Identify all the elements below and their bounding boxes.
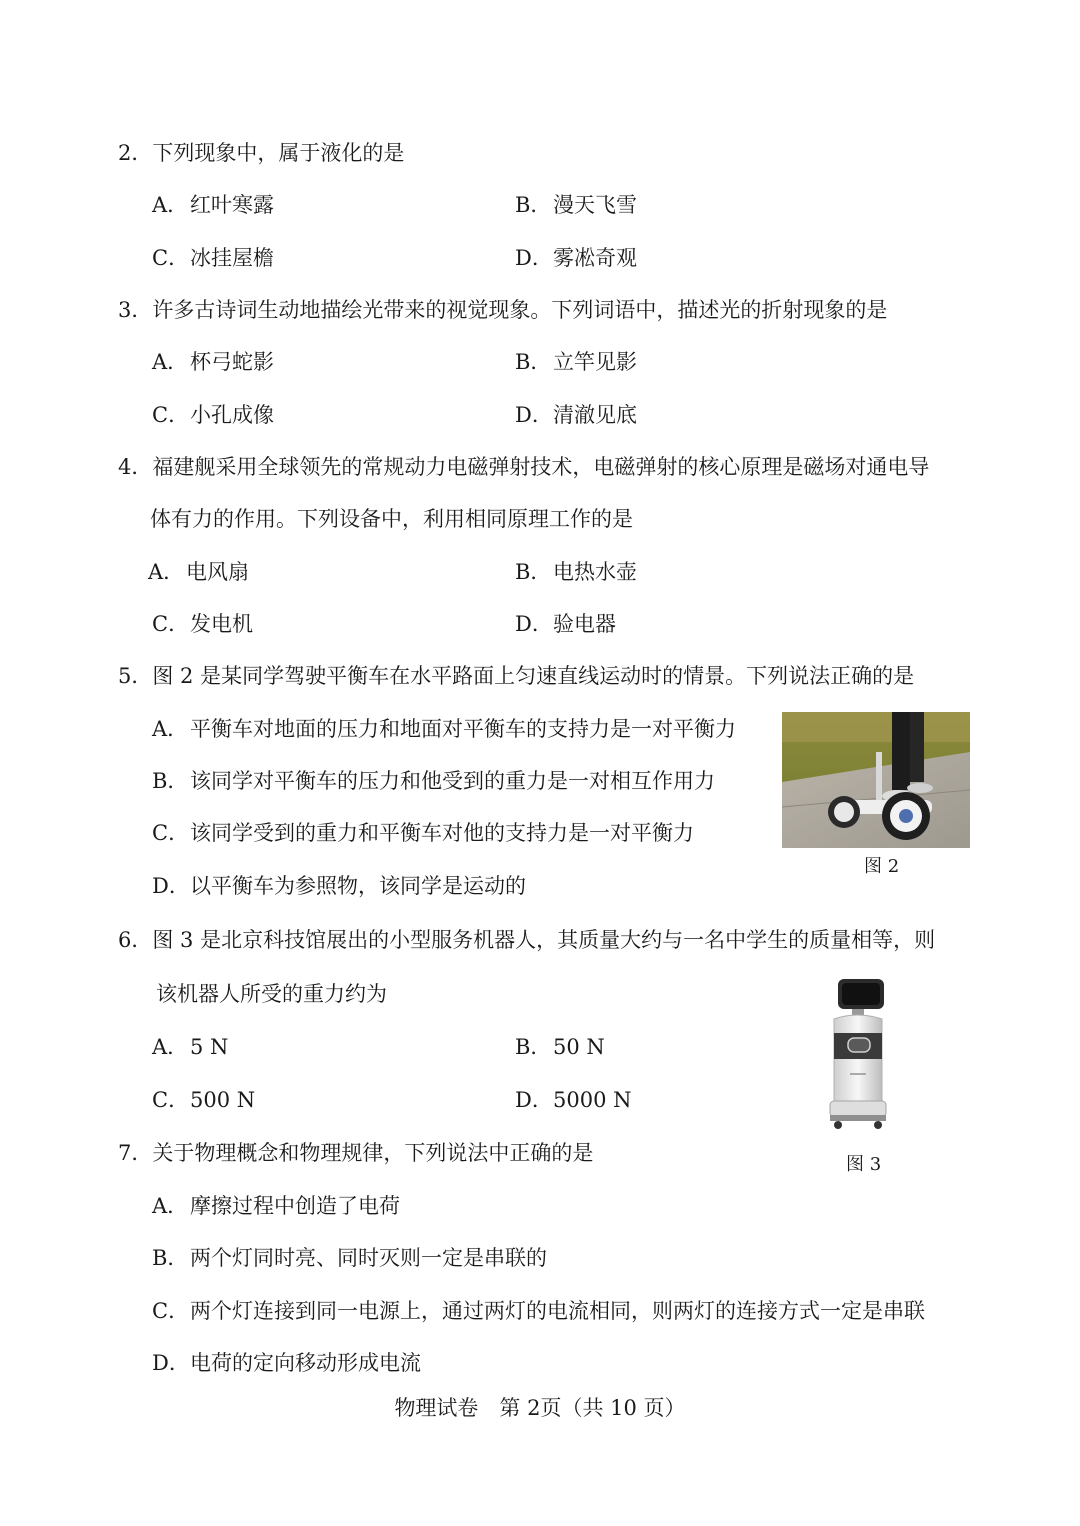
figure-2-balance-scooter-photo: [782, 712, 970, 848]
question-3-option-d: [515, 400, 637, 430]
option-text: 电热水壶: [553, 560, 637, 584]
option-text: 平衡车对地面的压力和地面对平衡车的支持力是一对平衡力: [190, 717, 736, 741]
question-7-stem: [118, 1138, 593, 1168]
option-letter: C．: [152, 1088, 190, 1112]
figure-3-service-robot-photo: [822, 975, 892, 1135]
option-text: 立竿见影: [553, 350, 637, 374]
question-2-stem: [118, 138, 404, 168]
option-text: 该同学受到的重力和平衡车对他的支持力是一对平衡力: [190, 821, 694, 845]
question-3-option-a: [152, 347, 274, 377]
option-text: 以平衡车为参照物，该同学是运动的: [190, 874, 526, 898]
option-letter: C．: [152, 612, 190, 636]
option-text: 验电器: [553, 612, 616, 636]
question-3-option-c: [152, 400, 274, 430]
option-letter: B．: [152, 1246, 189, 1270]
question-6-option-a: [152, 1032, 228, 1062]
question-2-option-a: [152, 190, 274, 220]
question-7-option-c: [152, 1296, 925, 1326]
figure-3-caption: 图 3: [846, 1154, 882, 1175]
question-number: 3．: [118, 298, 153, 322]
option-letter: D．: [515, 246, 553, 270]
option-text: 雾凇奇观: [553, 246, 637, 270]
option-text: 电荷的定向移动形成电流: [190, 1351, 421, 1375]
option-letter: C．: [152, 1299, 190, 1323]
option-letter: D．: [515, 1088, 553, 1112]
question-text: 图 3 是北京科技馆展出的小型服务机器人，其质量大约与一名中学生的质量相等，则: [152, 928, 936, 952]
question-6-option-c: [152, 1085, 255, 1115]
question-6-option-b: [515, 1032, 605, 1062]
page-footer: 物理试卷 第 2页（共 10 页）: [394, 1396, 686, 1420]
question-text: 下列现象中，属于液化的是: [152, 141, 405, 165]
option-text: 两个灯连接到同一电源上，通过两灯的电流相同，则两灯的连接方式一定是串联: [190, 1299, 925, 1323]
option-text: 清澈见底: [553, 403, 637, 427]
option-text: 漫天飞雪: [553, 193, 637, 217]
option-text: 电风扇: [186, 560, 249, 584]
option-letter: A．: [152, 193, 189, 217]
question-number: 5．: [118, 664, 153, 688]
option-text: 该同学对平衡车的压力和他受到的重力是一对相互作用力: [190, 769, 715, 793]
question-6-stem-continued: [156, 979, 387, 1009]
question-5-option-d: [152, 871, 526, 901]
question-4-stem: [118, 452, 929, 482]
question-text: 福建舰采用全球领先的常规动力电磁弹射技术，电磁弹射的核心原理是磁场对通电导: [152, 455, 930, 479]
option-letter: D．: [152, 874, 190, 898]
option-letter: B．: [515, 560, 552, 584]
question-3-stem: [118, 295, 887, 325]
option-text: 小孔成像: [190, 403, 274, 427]
option-letter: B．: [515, 193, 552, 217]
option-letter: C．: [152, 246, 190, 270]
option-letter: D．: [515, 403, 553, 427]
question-2-option-d: [515, 243, 637, 273]
question-7-option-d: [152, 1348, 421, 1378]
option-letter: D．: [515, 612, 553, 636]
option-letter: A．: [148, 560, 185, 584]
question-4-option-b: [515, 557, 637, 587]
option-letter: A．: [152, 350, 189, 374]
question-text: 体有力的作用。下列设备中，利用相同原理工作的是: [150, 507, 633, 531]
option-letter: C．: [152, 821, 190, 845]
question-7-option-b: [152, 1243, 547, 1273]
option-letter: A．: [152, 1035, 189, 1059]
question-7-option-a: [152, 1191, 400, 1221]
question-number: 2．: [118, 141, 153, 165]
question-6-stem: [118, 925, 935, 955]
option-letter: B．: [515, 350, 552, 374]
option-text: 冰挂屋檐: [190, 246, 274, 270]
option-letter: D．: [152, 1351, 190, 1375]
question-4-option-a: [148, 557, 249, 587]
option-letter: B．: [515, 1035, 552, 1059]
question-4-stem-continued: [150, 504, 633, 534]
question-5-stem: [118, 661, 914, 691]
figure-2-caption: 图 2: [864, 856, 900, 877]
question-text: 许多古诗词生动地描绘光带来的视觉现象。下列词语中，描述光的折射现象的是: [152, 298, 888, 322]
question-number: 7．: [118, 1141, 153, 1165]
option-letter: A．: [152, 717, 189, 741]
option-letter: C．: [152, 403, 190, 427]
option-text: 5000 N: [553, 1088, 632, 1112]
question-text: 该机器人所受的重力约为: [156, 982, 387, 1006]
question-4-option-d: [515, 609, 616, 639]
option-text: 500 N: [190, 1088, 256, 1112]
question-3-option-b: [515, 347, 637, 377]
question-number: 6．: [118, 928, 153, 952]
question-5-option-c: [152, 818, 694, 848]
question-6-option-d: [515, 1085, 632, 1115]
option-text: 发电机: [190, 612, 253, 636]
option-text: 5 N: [190, 1035, 229, 1059]
question-5-option-a: [152, 714, 736, 744]
question-4-option-c: [152, 609, 253, 639]
option-letter: A．: [152, 1194, 189, 1218]
option-text: 50 N: [553, 1035, 605, 1059]
question-text: 图 2 是某同学驾驶平衡车在水平路面上匀速直线运动时的情景。下列说法正确的是: [152, 664, 915, 688]
question-5-option-b: [152, 766, 715, 796]
question-text: 关于物理概念和物理规律，下列说法中正确的是: [152, 1141, 594, 1165]
question-2-option-c: [152, 243, 274, 273]
option-text: 摩擦过程中创造了电荷: [190, 1194, 400, 1218]
option-text: 两个灯同时亮、同时灭则一定是串联的: [190, 1246, 547, 1270]
question-2-option-b: [515, 190, 637, 220]
question-number: 4．: [118, 455, 153, 479]
option-text: 红叶寒露: [190, 193, 274, 217]
option-letter: B．: [152, 769, 189, 793]
option-text: 杯弓蛇影: [190, 350, 274, 374]
